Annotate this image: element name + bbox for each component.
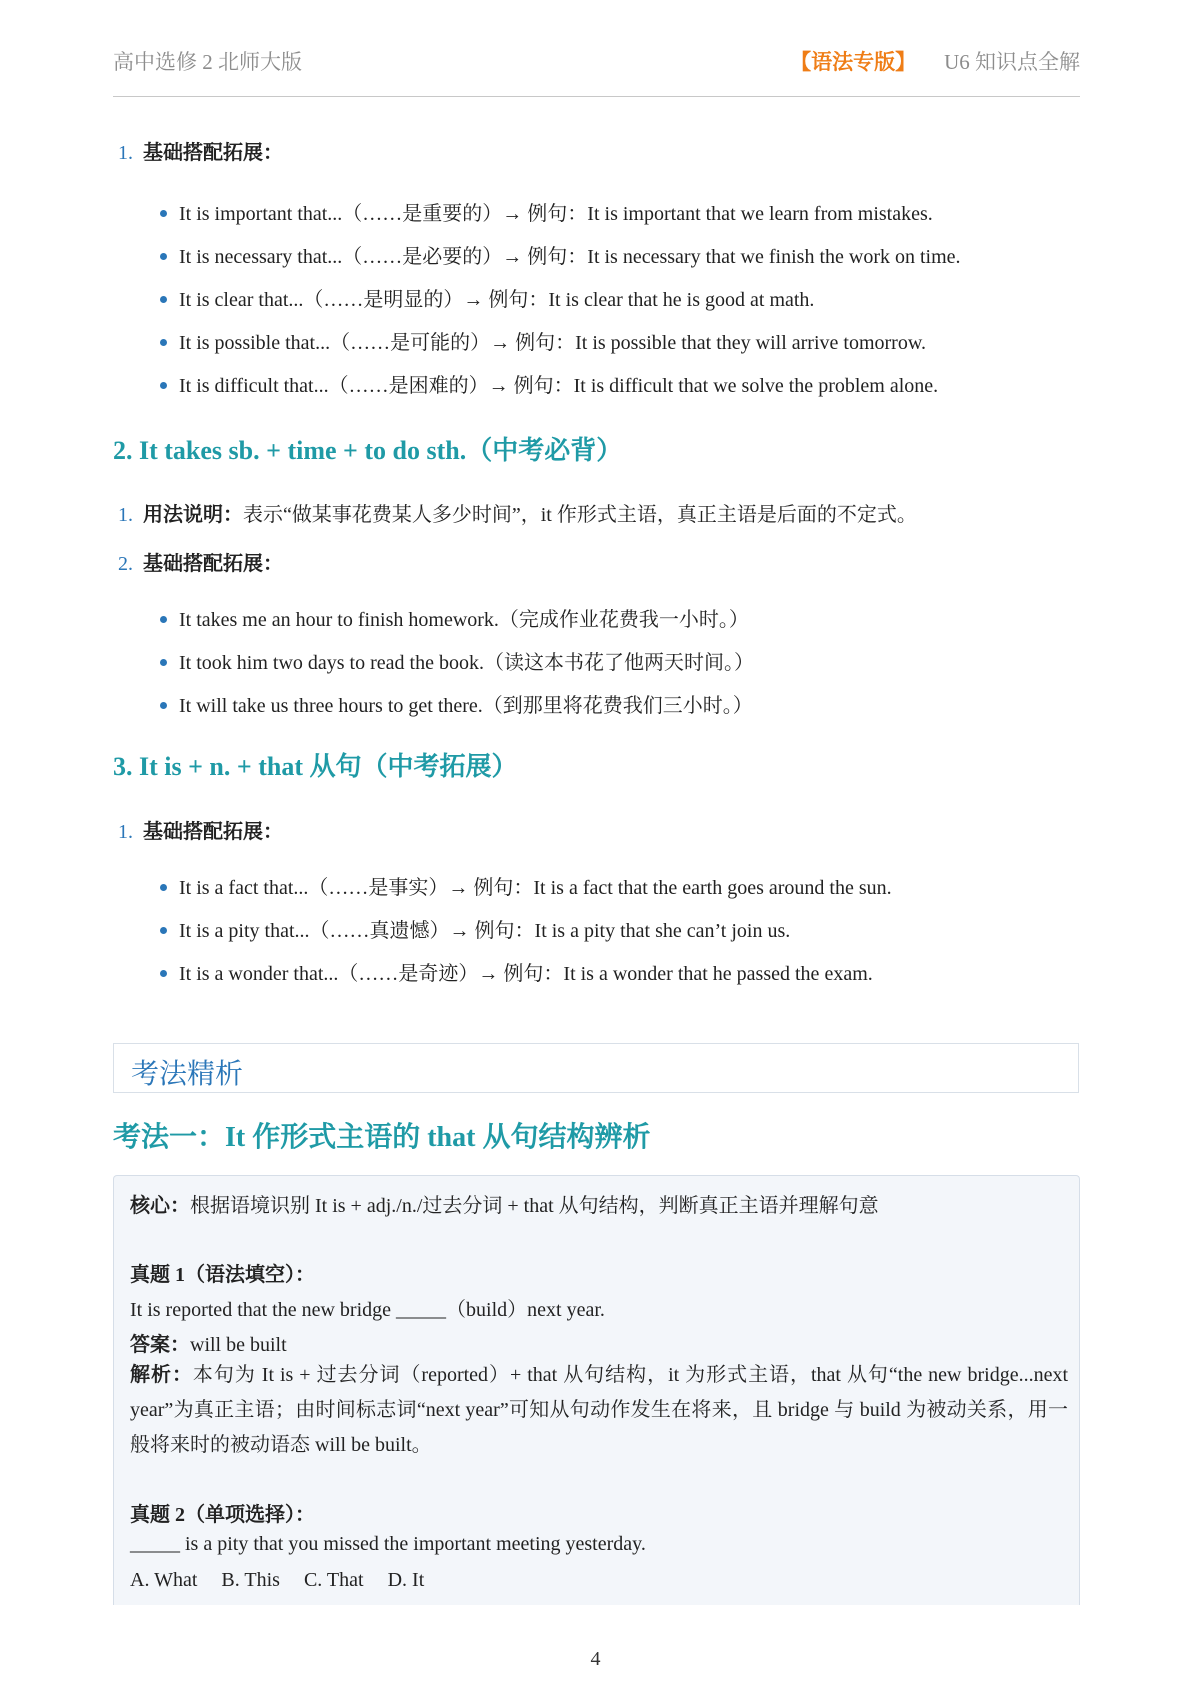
- section3-heading: 3. It is + n. + that 从句（中考拓展）: [113, 752, 518, 781]
- list-item: It is a pity that...（……真遗憾）→ 例句：It is a pity that she can’t join us.: [160, 914, 790, 943]
- question1-number: 真题 1: [130, 1264, 185, 1286]
- page-header: [113, 46, 1080, 97]
- section2-heading: 2. It takes sb. + time + to do sth.（中考必背）: [113, 436, 623, 465]
- list-item: It is possible that...（……是可能的）→ 例句：It is possible that they will arrive tomorrow.: [160, 326, 926, 355]
- subheading-label: 基础搭配拓展：: [143, 553, 283, 575]
- header-book-title: 高中选修 2 北师大版: [113, 50, 302, 74]
- usage-label: 用法说明：: [143, 504, 243, 526]
- answer-line: [130, 1328, 287, 1357]
- question2-title: [130, 1498, 315, 1527]
- subheading-label: 基础搭配拓展：: [143, 142, 283, 164]
- subheading-number: 2.: [118, 553, 133, 575]
- answer-label: 答案：: [130, 1334, 190, 1356]
- list-item: It takes me an hour to finish homework.（完成作业花费我一小时。）: [160, 603, 749, 632]
- analysis-label: 解析：: [130, 1364, 193, 1386]
- page-number: 4: [590, 1648, 601, 1670]
- usage-text: 表示“做某事花费某人多少时间”，it 作形式主语，真正主语是后面的不定式。: [243, 504, 917, 526]
- analysis-section-box: [113, 1043, 1079, 1093]
- section1-subheading: [118, 136, 283, 165]
- exercise-card: [113, 1175, 1080, 1605]
- answer-text: will be built: [190, 1334, 287, 1356]
- subheading-label: 基础搭配拓展：: [143, 821, 283, 843]
- analysis-section-title: 考法精析: [131, 1059, 244, 1090]
- list-item: It is important that...（……是重要的）→ 例句：It is important that we learn from mistakes.: [160, 197, 933, 226]
- list-item: It will take us three hours to get there.（到那里将花费我们三小时。）: [160, 689, 753, 718]
- list-item: It is difficult that...（……是困难的）→ 例句：It is difficult that we solve the problem alone.: [160, 369, 938, 398]
- question1-text: It is reported that the new bridge _____（build）next year.: [130, 1299, 605, 1321]
- list-item: It is a fact that...（……是事实）→ 例句：It is a fact that the earth goes around the sun.: [160, 871, 892, 900]
- question1-type: （语法填空）：: [185, 1264, 315, 1286]
- core-label: 核心：: [130, 1195, 190, 1217]
- subheading-number: 1.: [118, 821, 133, 843]
- section2-usage: [118, 498, 917, 527]
- list-item: It is clear that...（……是明显的）→ 例句：It is clear that he is good at math.: [160, 283, 814, 312]
- core-line: [130, 1189, 879, 1218]
- question2-number: 真题 2: [130, 1504, 185, 1526]
- question1-title: [130, 1258, 315, 1287]
- subheading-number: 1.: [118, 142, 133, 164]
- header-badge: 【语法专版】: [790, 50, 917, 74]
- question2-options: [130, 1569, 448, 1592]
- header-unit-title: U6 知识点全解: [944, 50, 1080, 74]
- list-item: It took him two days to read the book.（读这本书花了他两天时间。）: [160, 646, 754, 675]
- list-item: It is a wonder that...（……是奇迹）→ 例句：It is a wonder that he passed the exam.: [160, 957, 873, 986]
- question2-text: _____ is a pity that you missed the important meeting yesterday.: [130, 1533, 646, 1555]
- option-b: B. This: [221, 1569, 280, 1591]
- section2-subheading: [118, 547, 283, 576]
- usage-number: 1.: [118, 504, 133, 526]
- core-text: 根据语境识别 It is + adj./n./过去分词 + that 从句结构，判断真正主语并理解句意: [190, 1195, 879, 1217]
- analysis-text: 本句为 It is + 过去分词（reported）+ that 从句结构，it 为形式主语，that 从句“the new bridge...next year”为真正主语；由时间标志词“next year”可知从句动作发生在将来，且 bridge 与 build 为被动关系，用一般将来时的被动语态 will be built。: [130, 1364, 1069, 1456]
- question2-type: （单项选择）：: [185, 1504, 315, 1526]
- option-c: C. That: [303, 1569, 364, 1591]
- header-right: [790, 46, 1080, 76]
- option-a: A. What: [130, 1569, 198, 1591]
- section3-subheading: [118, 815, 283, 844]
- kaofa-heading: 考法一：It 作形式主语的 that 从句结构辨析: [113, 1122, 651, 1153]
- option-d: D. It: [387, 1569, 425, 1591]
- list-item: It is necessary that...（……是必要的）→ 例句：It is necessary that we finish the work on time.: [160, 240, 961, 269]
- analysis-paragraph: [130, 1358, 1068, 1463]
